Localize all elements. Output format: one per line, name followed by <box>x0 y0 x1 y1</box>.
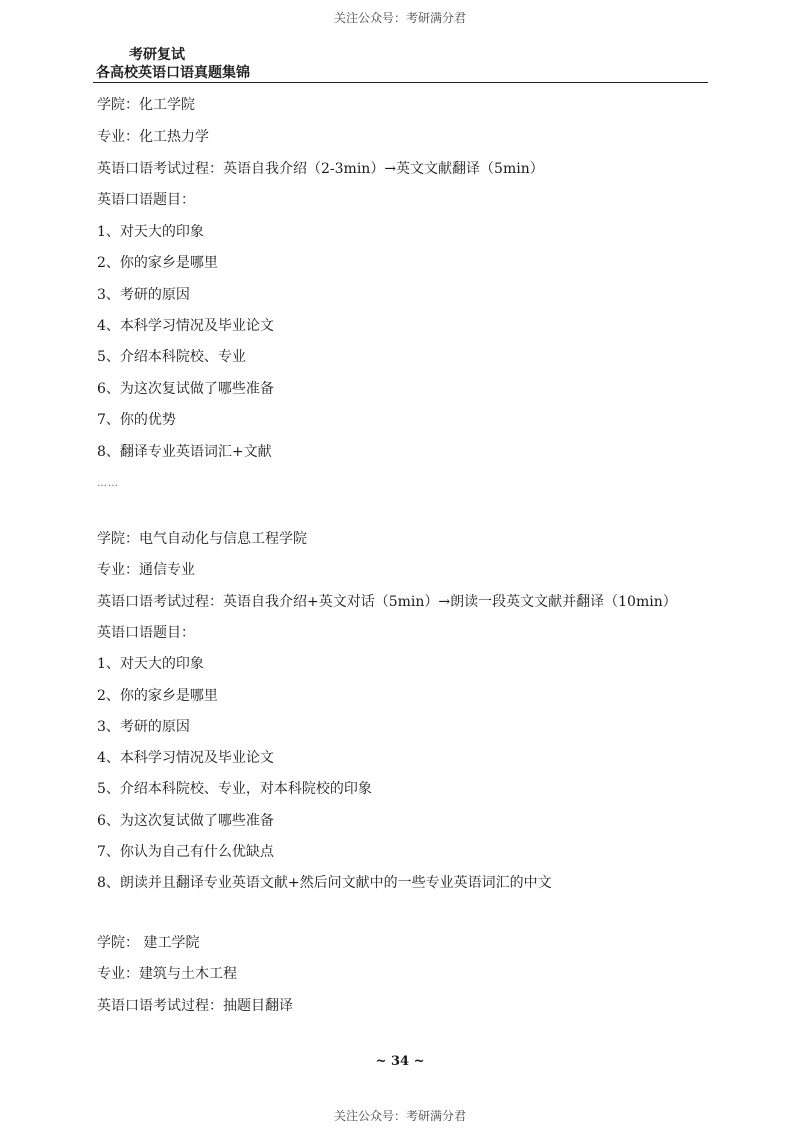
topic-item: 3、考研的原因 <box>97 719 190 735</box>
watermark-bottom: 关注公众号：考研满分君 <box>333 1109 466 1123</box>
topic-item: 5、介绍本科院校、专业，对本科院校的印象 <box>97 781 372 797</box>
section-process: 英语口语考试过程：英语自我介绍+英文对话（5min）→朗读一段英文文献并翻译（10min） <box>97 594 677 610</box>
topic-item: 6、为这次复试做了哪些准备 <box>97 381 274 397</box>
header-divider <box>93 82 708 83</box>
topic-item: 2、你的家乡是哪里 <box>97 688 218 704</box>
topic-item: 8、朗读并且翻译专业英语文献+然后问文献中的一些专业英语词汇的中文 <box>97 875 552 891</box>
topic-item: 2、你的家乡是哪里 <box>97 255 218 271</box>
section-major: 专业：化工热力学 <box>97 129 209 145</box>
topic-item: 6、为这次复试做了哪些准备 <box>97 813 274 829</box>
header-title: 考研复试 <box>129 47 185 63</box>
topic-item: 4、本科学习情况及毕业论文 <box>97 750 274 766</box>
topic-item: 3、考研的原因 <box>97 287 190 303</box>
section-process: 英语口语考试过程：抽题目翻译 <box>97 998 293 1014</box>
section-topics-title: 英语口语题目： <box>97 625 195 641</box>
section-major: 专业：建筑与土木工程 <box>97 966 237 982</box>
topic-item: 7、你的优势 <box>97 412 176 428</box>
watermark-top: 关注公众号：考研满分君 <box>333 11 466 25</box>
section-topics-title: 英语口语题目： <box>97 192 195 208</box>
topic-item: 5、介绍本科院校、专业 <box>97 349 246 365</box>
ellipsis: …… <box>97 478 119 489</box>
topic-item: 8、翻译专业英语词汇+文献 <box>97 444 272 460</box>
topic-item: 1、对天大的印象 <box>97 224 204 240</box>
page-number: ~ 34 ~ <box>375 1054 425 1069</box>
section-major: 专业：通信专业 <box>97 562 195 578</box>
topic-item: 4、本科学习情况及毕业论文 <box>97 318 274 334</box>
document-header <box>96 46 250 82</box>
section-college: 学院：电气自动化与信息工程学院 <box>97 531 307 547</box>
section-college: 学院：化工学院 <box>97 97 195 113</box>
topic-item: 7、你认为自己有什么优缺点 <box>97 844 274 860</box>
topic-item: 1、对天大的印象 <box>97 656 204 672</box>
header-subtitle: 各高校英语口语真题集锦 <box>96 65 250 81</box>
section-process: 英语口语考试过程：英语自我介绍（2-3min）→英文文献翻译（5min） <box>97 161 544 177</box>
section-college: 学院： 建工学院 <box>97 935 200 951</box>
